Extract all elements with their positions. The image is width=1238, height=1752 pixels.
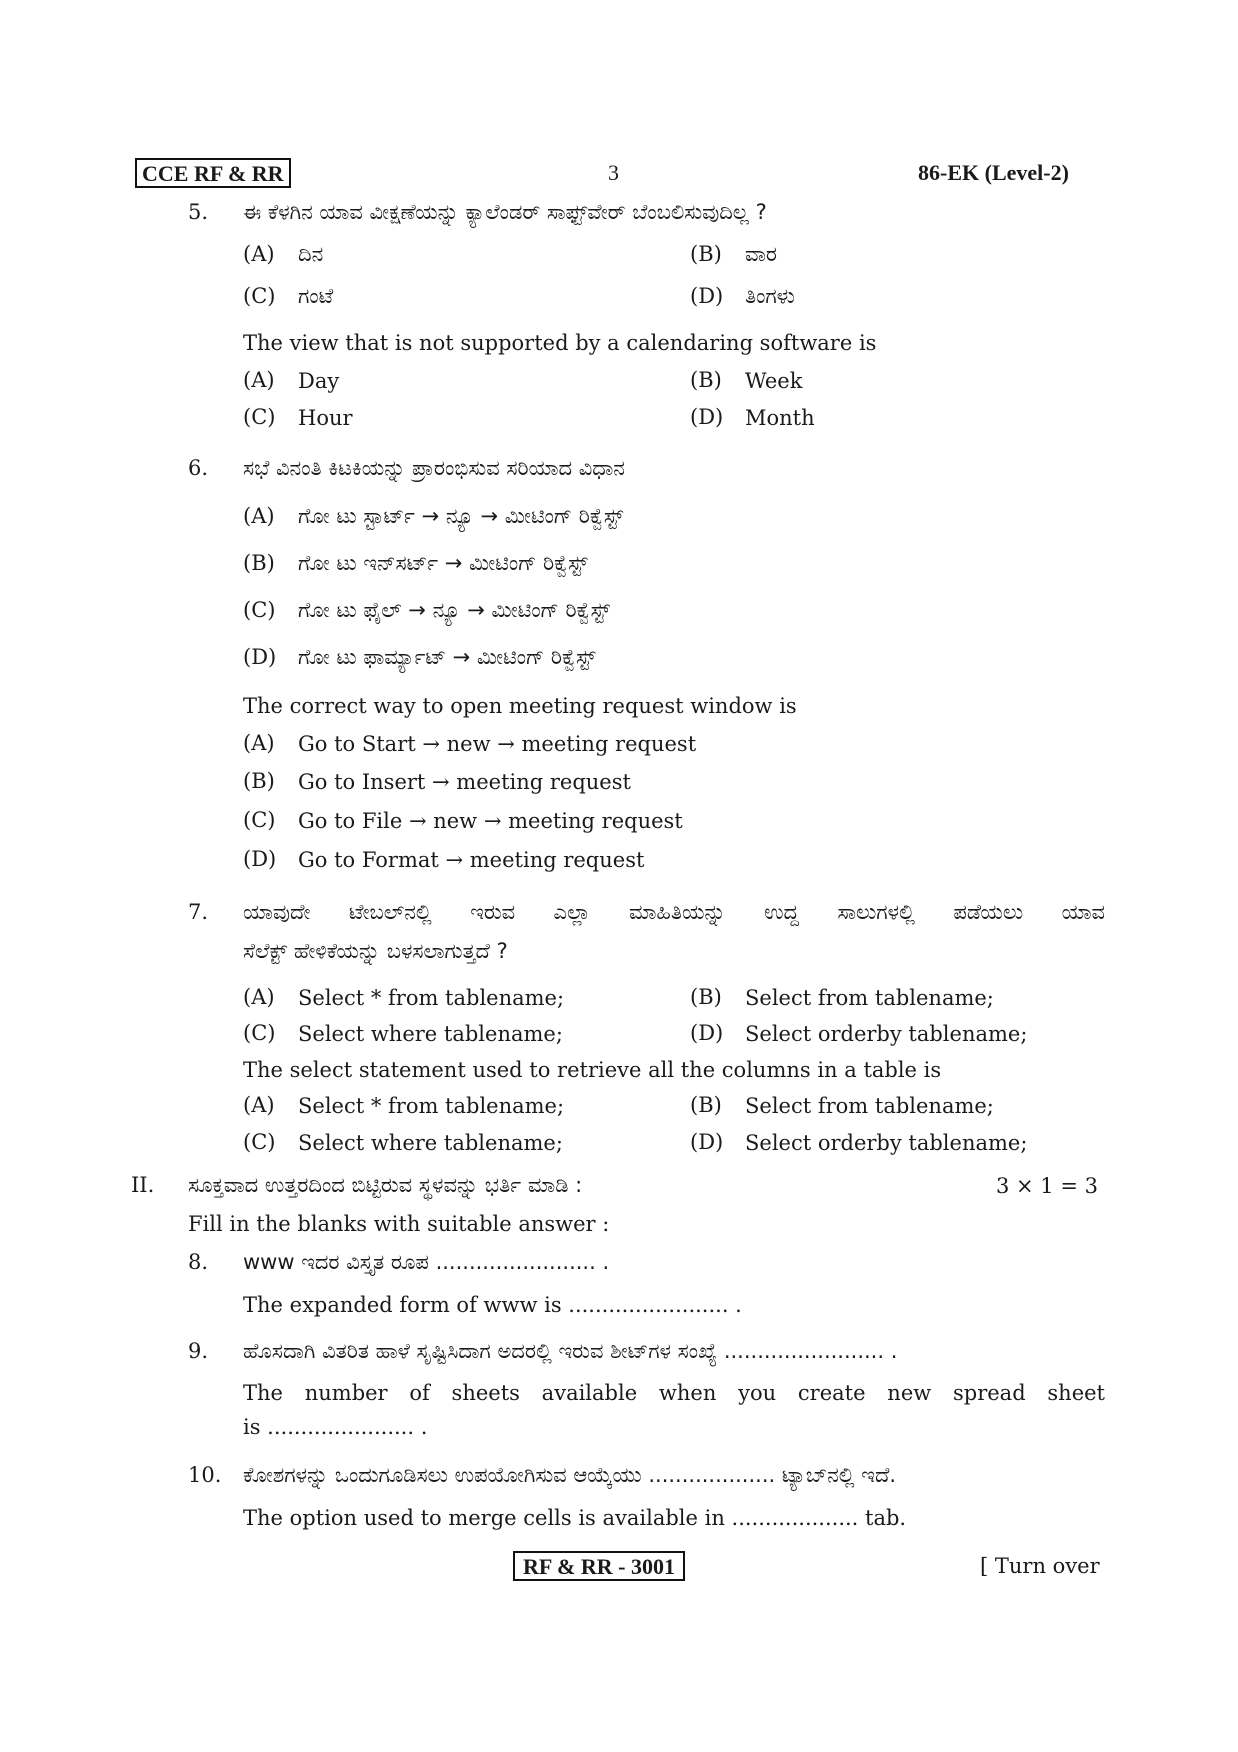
section2-number: II.	[131, 1173, 155, 1197]
q10-kannada: ಕೋಶಗಳನ್ನು ಒಂದುಗೂಡಿಸಲು ಉಪಯೋಗಿಸುವ ಆಯ್ಕೆಯು ................... ಟ್ಯಾಬ್‌ನಲ್ಲಿ ಇದೆ.	[243, 1463, 897, 1487]
q7-opt1-b-label: (B)	[690, 985, 722, 1009]
q5-number: 5.	[188, 200, 209, 224]
q9-english-line1: The number of sheets available when you create new spread sheet	[243, 1381, 1105, 1405]
footer-code: RF & RR - 3001	[513, 1551, 685, 1581]
q7-opt1-b: Select from tablename;	[745, 986, 994, 1010]
q7-english: The select statement used to retrieve all the columns in a table is	[243, 1058, 942, 1082]
q6-kn-opt-d-label: (D)	[243, 645, 277, 669]
q6-en-opt-d-label: (D)	[243, 847, 277, 871]
q5-kn-opt-d: ತಿಂಗಳು	[745, 284, 795, 308]
q7-opt2-c-label: (C)	[243, 1130, 276, 1154]
q5-en-opt-b: Week	[745, 369, 803, 393]
q10-number: 10.	[188, 1463, 222, 1487]
q5-en-opt-c: Hour	[298, 406, 353, 430]
q7-opt1-c-label: (C)	[243, 1021, 276, 1045]
q6-english: The correct way to open meeting request window is	[243, 694, 797, 718]
q5-kn-opt-d-label: (D)	[690, 284, 724, 308]
q7-opt2-d: Select orderby tablename;	[745, 1131, 1028, 1155]
q7-kannada-line1: ಯಾವುದೇ ಟೇಬಲ್‌ನಲ್ಲಿ ಇರುವ ಎಲ್ಲಾ ಮಾಹಿತಿಯನ್ನು ಉದ್ದ ಸಾಲುಗಳಲ್ಲಿ ಪಡೆಯಲು ಯಾವ	[243, 900, 1105, 924]
q5-kannada: ಈ ಕೆಳಗಿನ ಯಾವ ವೀಕ್ಷಣೆಯನ್ನು ಕ್ಯಾಲೆಂಡರ್ ಸಾಫ್ಟ್‌ವೇರ್ ಬೆಂಬಲಿಸುವುದಿಲ್ಲ ?	[243, 200, 767, 224]
q7-opt1-a-label: (A)	[243, 985, 275, 1009]
q7-opt2-a: Select * from tablename;	[298, 1094, 565, 1118]
q7-kannada-line2: ಸೆಲೆಕ್ಟ್ ಹೇಳಿಕೆಯನ್ನು ಬಳಸಲಾಗುತ್ತದೆ ?	[243, 939, 508, 963]
q7-opt2-b: Select from tablename;	[745, 1094, 994, 1118]
q7-opt2-c: Select where tablename;	[298, 1131, 563, 1155]
q6-kn-opt-c-label: (C)	[243, 598, 276, 622]
q5-en-opt-c-label: (C)	[243, 405, 276, 429]
turn-over: [ Turn over	[980, 1554, 1100, 1578]
section2-english: Fill in the blanks with suitable answer :	[188, 1212, 610, 1236]
q6-kn-opt-a-label: (A)	[243, 504, 275, 528]
q5-english: The view that is not supported by a calendaring software is	[243, 331, 877, 355]
header-code: CCE RF & RR	[135, 158, 291, 188]
section2-marks: 3 × 1 = 3	[996, 1174, 1098, 1198]
q7-number: 7.	[188, 900, 209, 924]
q8-kannada: www ಇದರ ವಿಸ್ತೃತ ರೂಪ ........................ .	[243, 1250, 610, 1274]
section2-kannada: ಸೂಕ್ತವಾದ ಉತ್ತರದಿಂದ ಬಿಟ್ಟಿರುವ ಸ್ಥಳವನ್ನು ಭರ್ತಿ ಮಾಡಿ :	[188, 1173, 583, 1197]
q5-kn-opt-a-label: (A)	[243, 242, 275, 266]
q5-kn-opt-b: ವಾರ	[745, 242, 778, 266]
q5-kn-opt-b-label: (B)	[690, 242, 722, 266]
q9-number: 9.	[188, 1339, 209, 1363]
q5-en-opt-d-label: (D)	[690, 405, 724, 429]
q6-en-opt-a-label: (A)	[243, 731, 275, 755]
q6-number: 6.	[188, 456, 209, 480]
q5-en-opt-d: Month	[745, 406, 815, 430]
q6-kannada: ಸಭೆ ವಿನಂತಿ ಕಿಟಕಿಯನ್ನು ಪ್ರಾರಂಭಿಸುವ ಸರಿಯಾದ ವಿಧಾನ	[243, 456, 625, 480]
q6-en-opt-b-label: (B)	[243, 769, 275, 793]
q7-opt1-c: Select where tablename;	[298, 1022, 563, 1046]
q8-english: The expanded form of www is ........................ .	[243, 1293, 742, 1317]
q10-english: The option used to merge cells is available in ................... tab.	[243, 1506, 907, 1530]
q6-kn-opt-b: ಗೋ ಟು ಇನ್‌ಸರ್ಟ್ → ಮೀಟಿಂಗ್ ರಿಕ್ವೆಸ್ಟ್	[298, 551, 588, 575]
q7-opt1-d-label: (D)	[690, 1021, 724, 1045]
q7-opt2-d-label: (D)	[690, 1130, 724, 1154]
q6-en-opt-c-label: (C)	[243, 808, 276, 832]
q5-en-opt-a-label: (A)	[243, 368, 275, 392]
q7-opt1-d: Select orderby tablename;	[745, 1022, 1028, 1046]
q6-en-opt-a: Go to Start → new → meeting request	[298, 732, 697, 756]
q6-kn-opt-c: ಗೋ ಟು ಫೈಲ್ → ನ್ಯೂ → ಮೀಟಿಂಗ್ ರಿಕ್ವೆಸ್ಟ್	[298, 598, 611, 622]
q6-en-opt-d: Go to Format → meeting request	[298, 848, 645, 872]
q9-kannada: ಹೊಸದಾಗಿ ವಿತರಿತ ಹಾಳೆ ಸೃಷ್ಟಿಸಿದಾಗ ಅದರಲ್ಲಿ ಇರುವ ಶೀಟ್‌ಗಳ ಸಂಖ್ಯೆ ........................ .	[243, 1339, 898, 1363]
q5-kn-opt-a: ದಿನ	[298, 242, 324, 266]
q6-kn-opt-b-label: (B)	[243, 551, 275, 575]
q5-en-opt-b-label: (B)	[690, 368, 722, 392]
q9-english-line2: is ...................... .	[243, 1415, 428, 1439]
q6-kn-opt-d: ಗೋ ಟು ಫಾರ್ಮ್ಯಾಟ್ → ಮೀಟಿಂಗ್ ರಿಕ್ವೆಸ್ಟ್	[298, 645, 596, 669]
page-number: 3	[608, 160, 619, 185]
paper-code: 86-EK (Level-2)	[918, 160, 1069, 185]
q5-kn-opt-c: ಗಂಟೆ	[298, 284, 334, 308]
q8-number: 8.	[188, 1250, 209, 1274]
q6-en-opt-c: Go to File → new → meeting request	[298, 809, 683, 833]
q6-en-opt-b: Go to Insert → meeting request	[298, 770, 631, 794]
q5-kn-opt-c-label: (C)	[243, 284, 276, 308]
q7-opt2-b-label: (B)	[690, 1093, 722, 1117]
q6-kn-opt-a: ಗೋ ಟು ಸ್ಟಾರ್ಟ್ → ನ್ಯೂ → ಮೀಟಿಂಗ್ ರಿಕ್ವೆಸ್ಟ್	[298, 504, 624, 528]
q7-opt1-a: Select * from tablename;	[298, 986, 565, 1010]
q5-en-opt-a: Day	[298, 369, 340, 393]
q7-opt2-a-label: (A)	[243, 1093, 275, 1117]
